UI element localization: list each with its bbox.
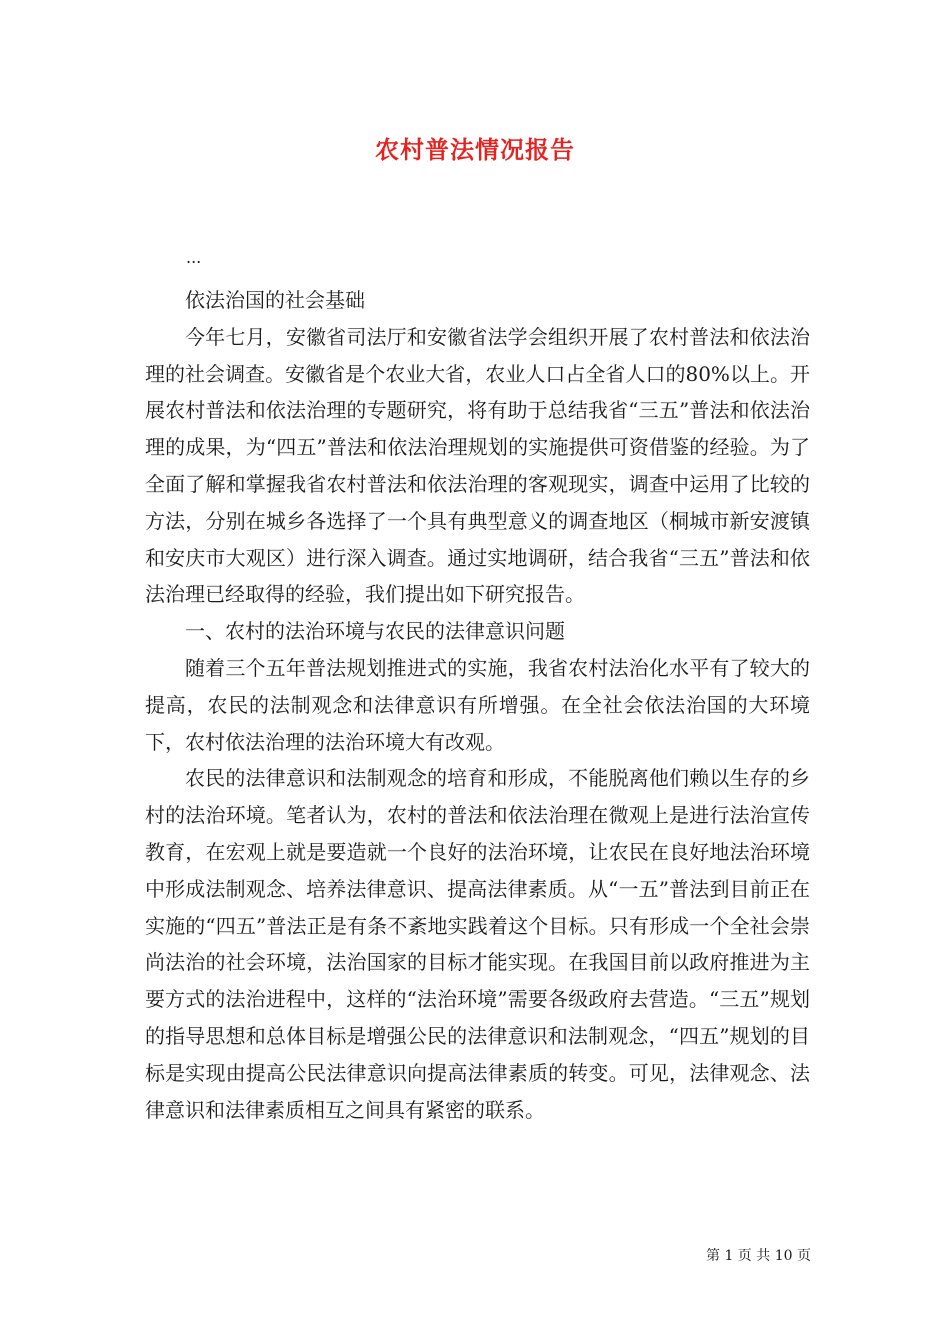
section-heading: 一、农村的法治环境与农民的法律意识问题 (185, 619, 565, 644)
paragraph: 随着三个五年普法规划推进式的实施，我省农村法治化水平有了较大的提高，农民的法制观念和法律意识有所增强。在全社会依法治国的大环境下，农村依法治理的法治环境大有改观。 (145, 655, 810, 754)
page-number-footer: 第 1 页 共 10 页 (706, 1248, 811, 1264)
document-title: 农村普法情况报告 (375, 135, 575, 164)
paragraph-subtitle: 依法治国的社会基础 (185, 288, 365, 312)
ellipsis-marker: ... (186, 248, 202, 267)
document-body (145, 282, 810, 1128)
paragraph: 农民的法律意识和法制观念的培育和形成，不能脱离他们赖以生存的乡村的法治环境。笔者认为，农村的普法和依法治理在微观上是进行法治宣传教育，在宏观上就是要造就一个良好的法治环境，让农民在良好地法治环境中形成法制观念、培养法律意识、提高法律素质。从“一五”普法到目前正在实施的“四五”普法正是有条不紊地实践着这个目标。只有形成一个全社会崇尚法治的社会环境，法治国家的目标才能实现。在我国目前以政府推进为主要方式的法治进程中，这样的“法治环境”需要各级政府去营造。“三五”规划的指导思想和总体目标是增强公民的法律意识和法制观念，“四五”规划的目标是实现由提高公民法律意识向提高法律素质的转变。可见，法律观念、法律意识和法律素质相互之间具有紧密的联系。 (145, 766, 810, 1122)
paragraph: 今年七月，安徽省司法厅和安徽省法学会组织开展了农村普法和依法治理的社会调查。安徽省是个农业大省，农业人口占全省人口的80%以上。开展农村普法和依法治理的专题研究，将有助于总结我省“三五”普法和依法治理的成果，为“四五”普法和依法治理规划的实施提供可资借鉴的经验。为了全面了解和掌握我省农村普法和依法治理的客观现实，调查中运用了比较的方法，分别在城乡各选择了一个具有典型意义的调查地区（桐城市新安渡镇和安庆市大观区）进行深入调查。通过实地调研，结合我省“三五”普法和依法治理已经取得的经验，我们提出如下研究报告。 (145, 324, 810, 607)
